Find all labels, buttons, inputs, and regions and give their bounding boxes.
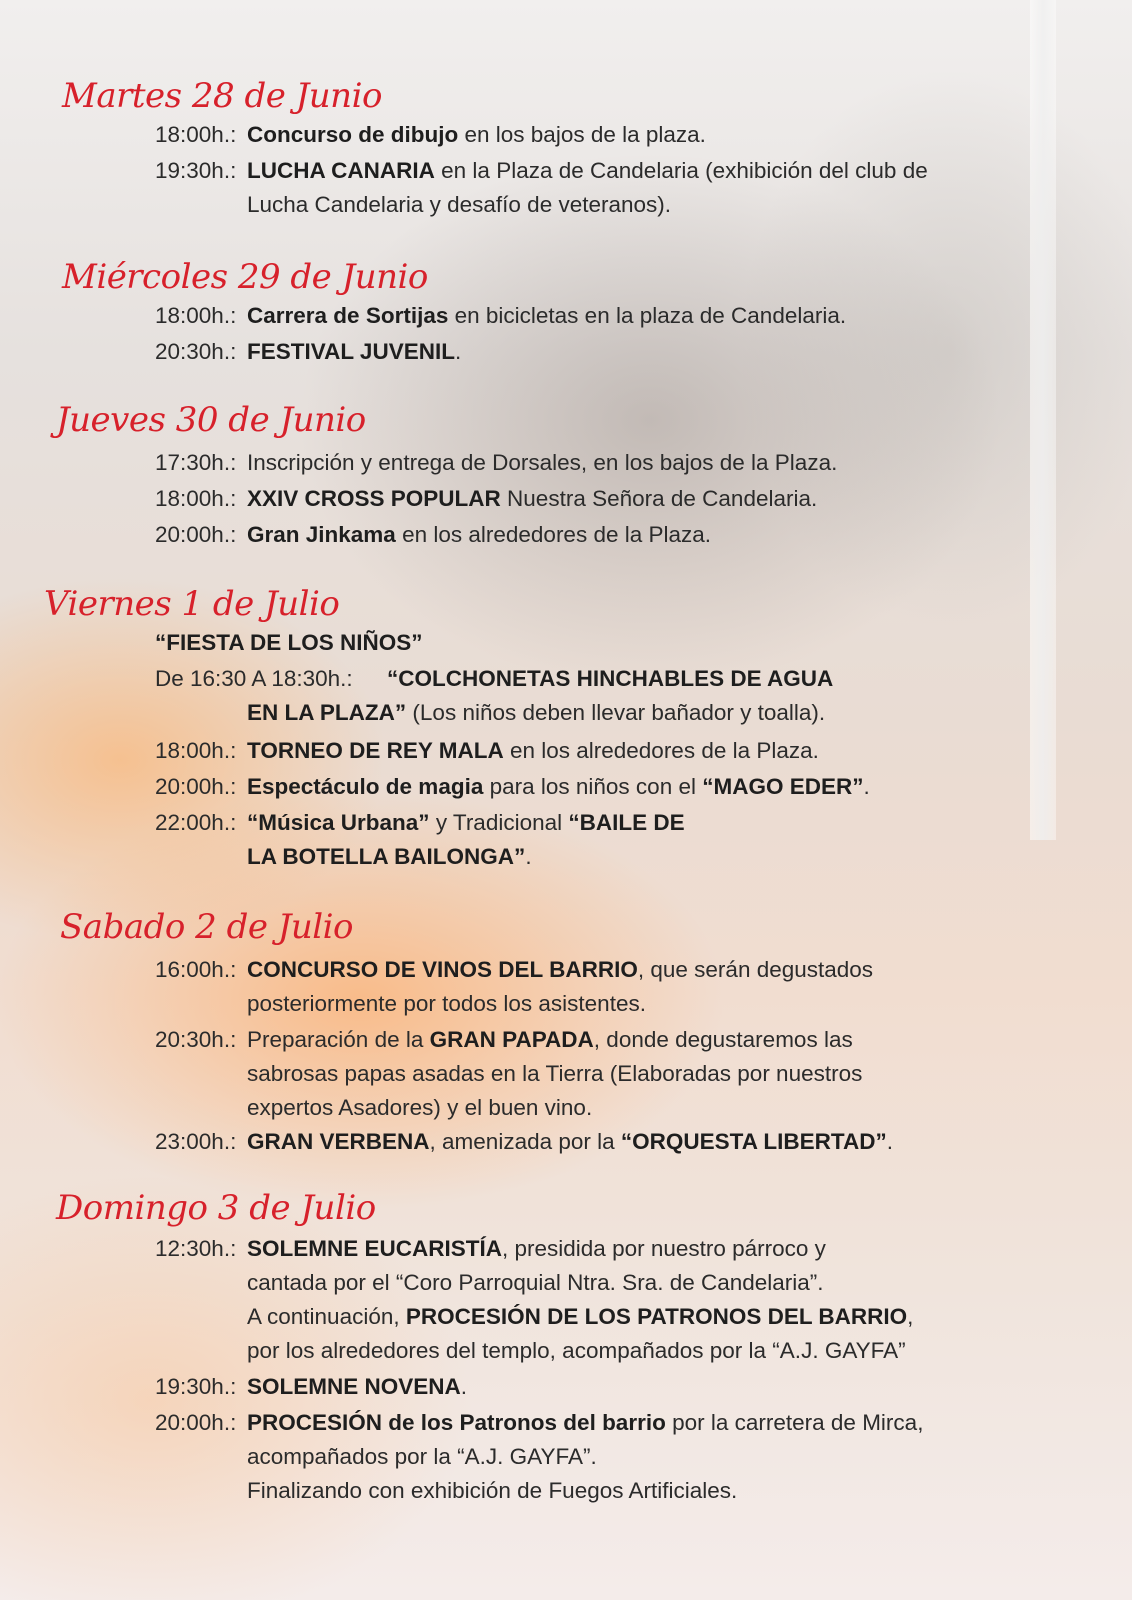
entry-time: 18:00h.: xyxy=(155,303,237,328)
day-heading: Viernes 1 de Julio xyxy=(44,584,340,624)
bold-text: LA BOTELLA BAILONGA” xyxy=(247,844,526,869)
entry-line xyxy=(247,1406,1087,1440)
entry-line xyxy=(247,154,1087,188)
bold-text: PROCESIÓN de los Patronos del barrio xyxy=(247,1410,666,1435)
entry-description xyxy=(247,1406,1087,1508)
plain-text: Inscripción y entrega de Dorsales, en los bajos de la Plaza. xyxy=(247,450,838,475)
entry-description xyxy=(247,953,1087,1021)
entry-time: 18:00h.: xyxy=(155,738,237,763)
entry-time: 12:30h.: xyxy=(155,1236,237,1261)
entry-line xyxy=(247,1057,1087,1091)
bold-text: GRAN VERBENA xyxy=(247,1129,430,1154)
plain-text: cantada por el “Coro Parroquial Ntra. Sra. de Candelaria”. xyxy=(247,1270,824,1295)
entry-time: 19:30h.: xyxy=(155,158,237,183)
plain-text: en los alrededores de la Plaza. xyxy=(395,522,712,547)
day-heading: Domingo 3 de Julio xyxy=(56,1188,376,1228)
entry-time: 20:00h.: xyxy=(155,522,237,547)
entry-description xyxy=(247,299,1087,333)
plain-text: en la Plaza de Candelaria (exhibición del club de xyxy=(434,158,928,183)
bold-text: Carrera de Sortijas xyxy=(247,303,449,328)
plain-text: posteriormente por todos los asistentes. xyxy=(247,991,646,1016)
entry-description xyxy=(247,518,1087,552)
entry-line xyxy=(247,953,1087,987)
bold-text: TORNEO DE REY MALA xyxy=(247,738,504,763)
entry-line xyxy=(247,299,1087,333)
day-heading: Miércoles 29 de Junio xyxy=(62,257,428,297)
entry-line xyxy=(247,806,1087,840)
plain-text: , donde degustaremos las xyxy=(593,1027,853,1052)
entry-line xyxy=(387,662,1087,696)
entry-description xyxy=(247,1370,1087,1404)
plain-text: . xyxy=(460,1374,468,1399)
entry-line xyxy=(155,626,995,660)
bold-text: “COLCHONETAS HINCHABLES DE AGUA xyxy=(387,666,834,691)
plain-text: en los bajos de la plaza. xyxy=(458,122,706,147)
bold-text: “Música Urbana” xyxy=(247,810,430,835)
entry-line xyxy=(247,734,1087,768)
entry-description xyxy=(247,482,1087,516)
plain-text: en los alrededores de la Plaza. xyxy=(503,738,819,763)
entry-line xyxy=(247,118,1087,152)
plain-text: . xyxy=(863,774,870,799)
entry-time: 16:00h.: xyxy=(155,957,237,982)
entry-time: 23:00h.: xyxy=(155,1129,237,1154)
entry-time: 17:30h.: xyxy=(155,450,237,475)
plain-text: Preparación de la xyxy=(247,1027,430,1052)
entry-line xyxy=(247,1125,1087,1159)
plain-text: en bicicletas en la plaza de Candelaria. xyxy=(448,303,847,328)
bold-text: XXIV CROSS POPULAR xyxy=(247,486,501,511)
entry-line xyxy=(247,482,1087,516)
entry-description xyxy=(247,118,1087,152)
plain-text: (Los niños deben llevar bañador y toalla). xyxy=(406,700,826,725)
bold-text: “ORQUESTA LIBERTAD” xyxy=(620,1129,887,1154)
bold-text: SOLEMNE EUCARISTÍA xyxy=(247,1236,503,1261)
bold-text: “FIESTA DE LOS NIÑOS” xyxy=(155,630,423,655)
plain-text: , xyxy=(907,1304,914,1329)
entry-line xyxy=(247,1334,1087,1368)
bold-text: “MAGO EDER” xyxy=(702,774,864,799)
plain-text: . xyxy=(525,844,532,869)
bold-text: GRAN PAPADA xyxy=(429,1027,594,1052)
entry-description xyxy=(247,770,1087,804)
plain-text: para los niños con el xyxy=(483,774,703,799)
entry-line xyxy=(247,446,1087,480)
plain-text: Nuestra Señora de Candelaria. xyxy=(500,486,818,511)
entry-time: De 16:30 A 18:30h.: xyxy=(155,666,353,691)
entry-time: 20:30h.: xyxy=(155,339,237,364)
entry-description xyxy=(247,1023,1087,1125)
plain-text: . xyxy=(454,339,462,364)
entry-time: 20:00h.: xyxy=(155,774,237,799)
day-heading: Jueves 30 de Junio xyxy=(56,400,366,440)
entry-time: 20:30h.: xyxy=(155,1027,237,1052)
plain-text: expertos Asadores) y el buen vino. xyxy=(247,1095,593,1120)
plain-text: por la carretera de Mirca, xyxy=(665,1410,924,1435)
entry-line xyxy=(247,188,1087,222)
entry-line xyxy=(247,1266,1087,1300)
entry-line xyxy=(247,1232,1087,1266)
entry-line xyxy=(247,1370,1087,1404)
plain-text: Lucha Candelaria y desafío de veteranos). xyxy=(247,192,672,217)
plain-text: por los alrededores del templo, acompañados por la “A.J. GAYFA” xyxy=(247,1338,906,1363)
entry-line xyxy=(247,335,1087,369)
entry-description xyxy=(247,1232,1087,1368)
plain-text: , amenizada por la xyxy=(429,1129,621,1154)
bold-text: PROCESIÓN DE LOS PATRONOS DEL BARRIO xyxy=(405,1304,908,1329)
entry-description xyxy=(247,1125,1087,1159)
entry-description xyxy=(247,806,1087,874)
entry-description xyxy=(247,734,1087,768)
plain-text: . xyxy=(886,1129,893,1154)
entry-description xyxy=(247,446,1087,480)
day-heading: Sabado 2 de Julio xyxy=(60,907,354,947)
bold-text: CONCURSO DE VINOS DEL BARRIO xyxy=(247,957,638,982)
plain-text: , presidida por nuestro párroco y xyxy=(502,1236,826,1261)
entry-time: 18:00h.: xyxy=(155,486,237,511)
plain-text: A continuación, xyxy=(247,1304,406,1329)
bold-text: “BAILE DE xyxy=(568,810,685,835)
entry-line xyxy=(247,1440,1087,1474)
entry-description xyxy=(247,154,1087,222)
bold-text: Espectáculo de magia xyxy=(247,774,484,799)
entry-line xyxy=(247,840,1087,874)
bold-text: Gran Jinkama xyxy=(247,522,396,547)
bold-text: LUCHA CANARIA xyxy=(247,158,435,183)
plain-text: sabrosas papas asadas en la Tierra (Elaboradas por nuestros xyxy=(247,1061,863,1086)
day-heading: Martes 28 de Junio xyxy=(62,76,382,116)
entry-description xyxy=(155,626,995,660)
bold-text: FESTIVAL JUVENIL xyxy=(247,339,455,364)
entry-time: 18:00h.: xyxy=(155,122,237,147)
bold-text: EN LA PLAZA” xyxy=(247,700,407,725)
entry-line xyxy=(247,1023,1087,1057)
bold-text: Concurso de dibujo xyxy=(247,122,459,147)
entry-time: 22:00h.: xyxy=(155,810,237,835)
plain-text: , que serán degustados xyxy=(637,957,874,982)
entry-description xyxy=(247,335,1087,369)
plain-text: acompañados por la “A.J. GAYFA”. xyxy=(247,1444,597,1469)
plain-text: y Tradicional xyxy=(429,810,569,835)
entry-line xyxy=(247,770,1087,804)
entry-time: 20:00h.: xyxy=(155,1410,237,1435)
entry-line xyxy=(247,1474,1087,1508)
plain-text: Finalizando con exhibición de Fuegos Artificiales. xyxy=(247,1478,738,1503)
entry-line xyxy=(247,987,1087,1021)
entry-line xyxy=(247,1300,1087,1334)
entry-time: 19:30h.: xyxy=(155,1374,237,1399)
entry-line xyxy=(247,696,1087,730)
entry-line xyxy=(247,518,1087,552)
bold-text: SOLEMNE NOVENA xyxy=(247,1374,461,1399)
entry-line xyxy=(247,1091,1087,1125)
